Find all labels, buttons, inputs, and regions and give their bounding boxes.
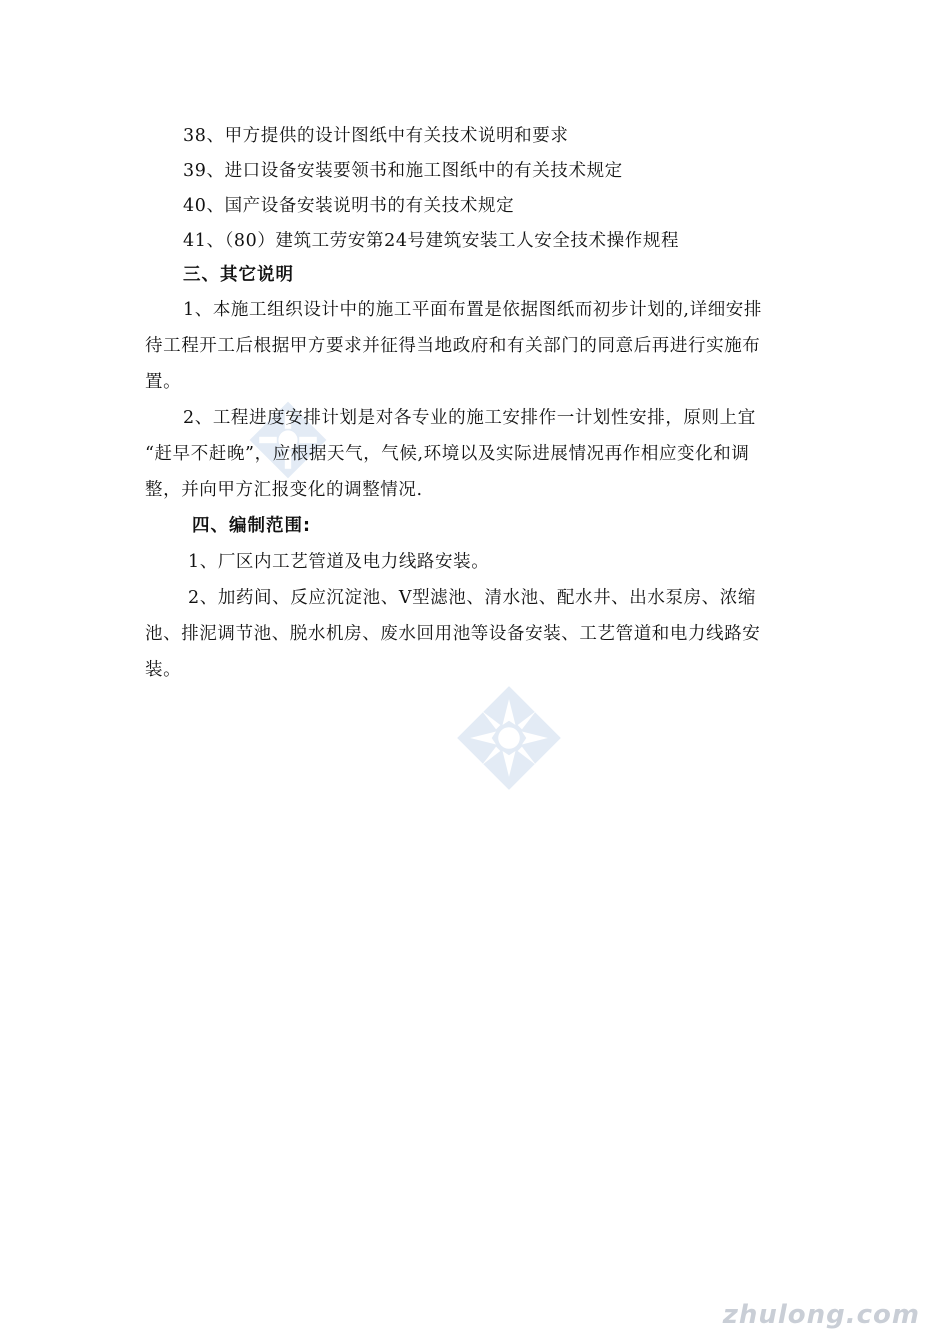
note-2-line-1: 2、工程进度安排计划是对各专业的施工安排作一计划性安排，原则上宜 [183,408,756,428]
reference-item-41: 41、（80）建筑工劳安第24号建筑安装工人安全技术操作规程 [183,231,680,251]
zhulong-logo-watermark-bottom [455,684,563,792]
scope-item-2-line-3: 装。 [145,660,182,680]
section-heading-scope: 四、编制范围: [192,516,311,536]
note-2-line-2: “赶早不赶晚”，应根据天气，气候,环境以及实际进展情况再作相应变化和调 [145,444,750,464]
footer-watermark-text: zhulong.com [722,1300,920,1330]
reference-item-38: 38、甲方提供的设计图纸中有关技术说明和要求 [183,126,569,146]
note-1-line-1: 1、本施工组织设计中的施工平面布置是依据图纸而初步计划的,详细安排 [183,300,762,320]
note-1-line-3: 置。 [145,372,182,392]
reference-item-39: 39、进口设备安装要领书和施工图纸中的有关技术规定 [183,161,623,181]
scope-item-2-line-1: 2、加药间、反应沉淀池、V型滤池、清水池、配水井、出水泵房、浓缩 [188,588,756,608]
note-1-line-2: 待工程开工后根据甲方要求并征得当地政府和有关部门的同意后再进行实施布 [145,336,761,356]
scope-item-1: 1、厂区内工艺管道及电力线路安装。 [188,552,490,572]
note-2-line-3: 整，并向甲方汇报变化的调整情况. [145,480,423,500]
reference-item-40: 40、国产设备安装说明书的有关技术规定 [183,196,515,216]
scope-item-2-line-2: 池、排泥调节池、脱水机房、废水回用池等设备安装、工艺管道和电力线路安 [145,624,761,644]
section-heading-other-notes: 三、其它说明 [183,265,294,285]
